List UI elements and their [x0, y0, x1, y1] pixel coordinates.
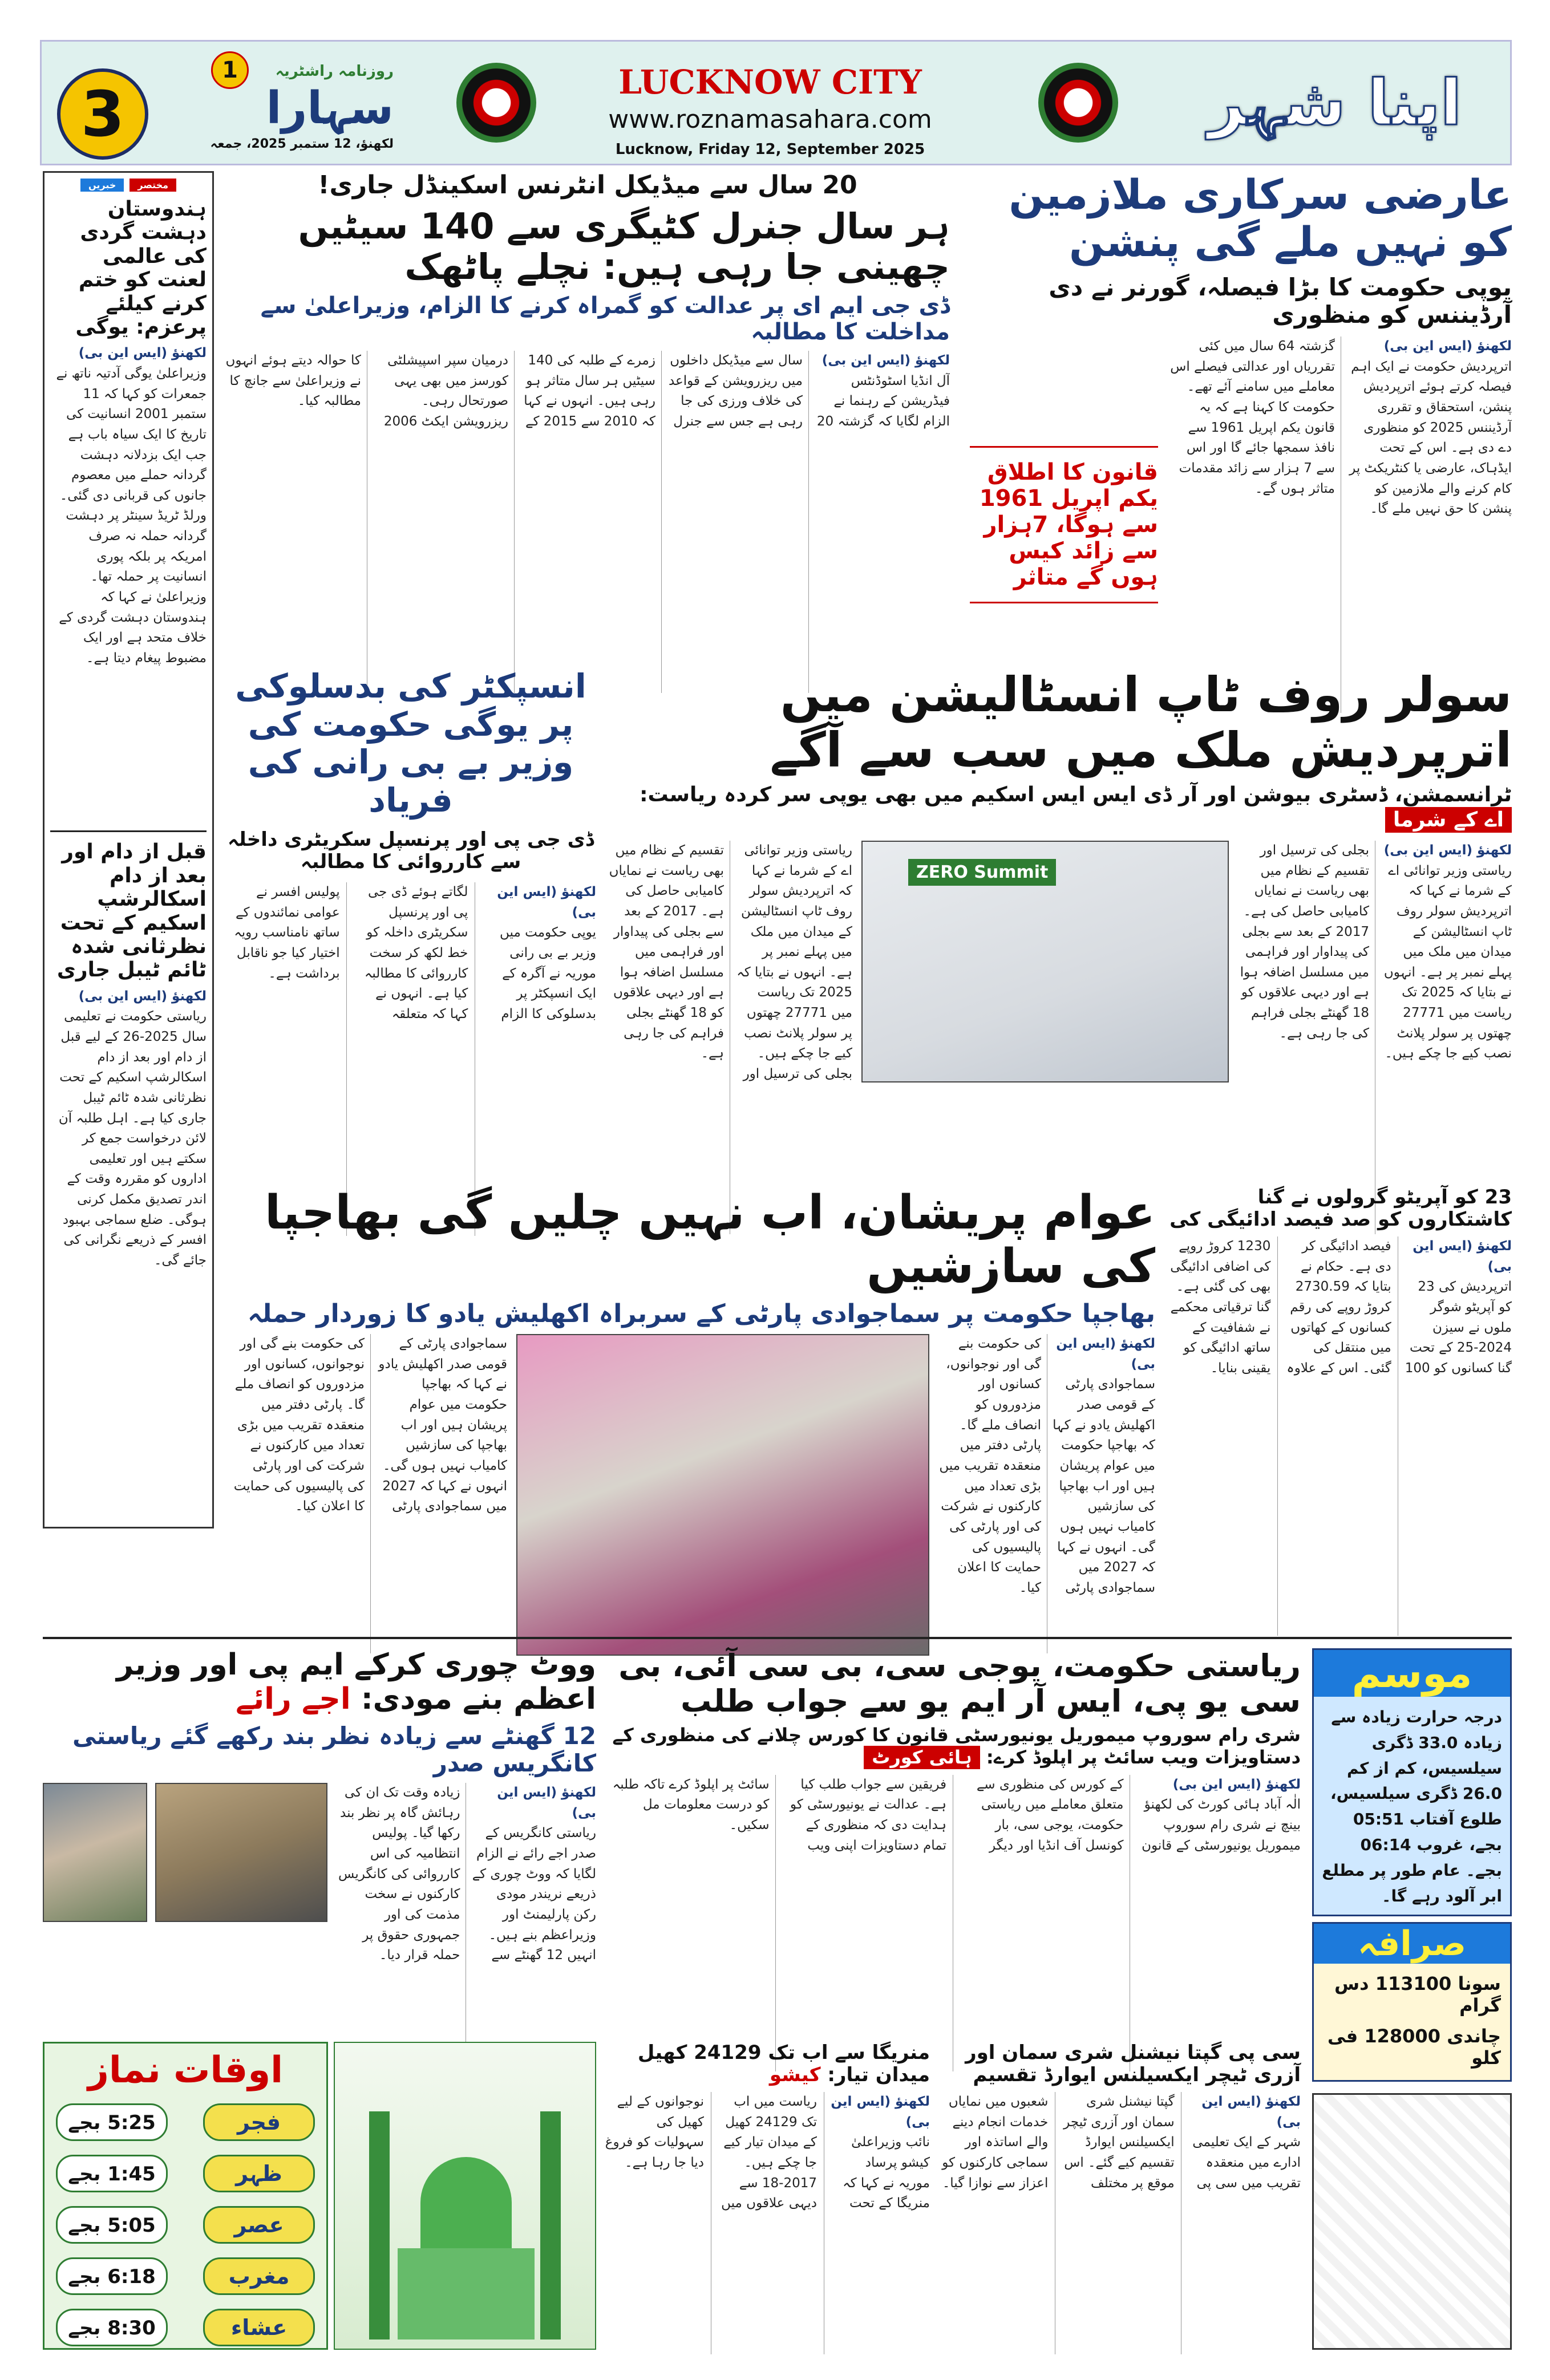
emblem-right-icon — [1038, 63, 1118, 143]
brief-2-byline: لکھنؤ (ایس این بی) — [78, 988, 207, 1004]
prayer-name: فجر — [203, 2103, 315, 2141]
farmers-text: اترپردیش کی 23 کو آپریٹو شوگر ملوں نے سیزن 2024-25 کے تحت گنا کسانوں کو 100 فیصد ادائیگی کر دی ہے۔ حکام نے بتایا کہ 2730.59 کروڑ روپے کی رقم کسانوں کے کھاتوں میں منتقل کی گئی۔ اس کے علاوہ 1230 کروڑ روپے کی اضافی ادائیگی بھی کی گئی ہے۔ گنا ترقیاتی محکمے نے شفافیت کے ساتھ ادائیگی کو یقینی بنایا۔ — [1170, 1239, 1512, 1376]
weather-title: موسم — [1314, 1650, 1510, 1697]
story-manrega — [605, 2042, 930, 2350]
akhilesh-body-left — [233, 1334, 507, 1653]
akhilesh-body-right — [938, 1334, 1155, 1653]
section-title: اپنا شہر — [1208, 66, 1462, 139]
pension-pullquote: قانون کا اطلاق یکم اپریل 1961 سے ہوگا، 7ہزار سے زائد کیس ہوں گے متاثر — [970, 446, 1158, 603]
akhilesh-subhead: بھاجپا حکومت پر سماجوادی پارٹی کے سربراہ اکھلیش یادو کا زوردار حملہ — [247, 1299, 1155, 1328]
highcourt-subhead: شری رام سوروپ میموریل یونیورسٹی قانون کا کورس چلانے کی منظوری کے دستاویزات ویب سائٹ پر اپلوڈ کرے: — [612, 1724, 1301, 1768]
paper-logo — [165, 51, 411, 151]
brief-2-headline: قبل از دام اور بعد از دام اسکالرشپ اسکیم کے تحت نظرثانی شدہ ٹائم ٹیبل جاری — [56, 840, 207, 982]
inspector-subhead: ڈی جی پی اور پرنسپل سکریٹری داخلہ سے کارروائی کا مطالبہ — [228, 828, 594, 873]
brief-2-body — [50, 987, 207, 1546]
masthead-center — [570, 63, 970, 158]
solar-byline: لکھنؤ (ایس این بی) — [1383, 842, 1512, 858]
bullion-box — [1312, 1922, 1512, 2082]
weather-text: درجہ حرارت زیادہ سے زیادہ 33.0 ڈگری سیلسیس، کم از کم 26.0 ڈگری سیلسیس، طلوع آفتاب 05:51 بجے، غروب 06:14 بجے۔ عام طور پر مطلع ابر آلود رہے گا۔ — [1322, 1708, 1502, 1905]
medical-byline: لکھنؤ (ایس این بی) — [821, 353, 950, 368]
akhilesh-text: سماجوادی پارٹی کے قومی صدر اکھلیش یادو نے کہا کہ بھاجپا حکومت میں عوام پریشان ہیں اور اب بھاجپا کی سازشیں کامیاب نہیں ہوں گی۔ انہوں نے کہا کہ 2027 میں سماجوادی پارٹی کی حکومت بنے گی اور نوجوانوں، کسانوں اور مزدوروں کو انصاف ملے گا۔ پارٹی دفتر میں منعقدہ تقریب میں بڑی تعداد میں کارکنوں نے شرکت کی اور پارٹی کی پالیسیوں کی حمایت کا اعلان کیا۔ — [939, 1336, 1155, 1595]
website-link[interactable]: www.roznamasahara.com — [608, 105, 932, 134]
solar-photo — [861, 841, 1229, 1082]
solar-body-right — [1238, 841, 1512, 1234]
prayer-name: عشاء — [203, 2309, 315, 2346]
divider — [50, 830, 207, 832]
minaret-right-icon — [540, 2111, 561, 2340]
vote-photo-police — [155, 1783, 327, 1922]
solar-text: ریاستی وزیر توانائی اے کے شرما نے کہا کہ اترپردیش سولر روف ٹاپ انسٹالیشن کے میدان میں ملک میں پہلے نمبر پر ہے۔ انہوں نے بتایا کہ 2025 تک ریاست میں 27771 چھتوں پر سولر پلانٹ نصب کیے جا چکے ہیں۔ بجلی کی ترسیل اور تقسیم کے نظام میں بھی ریاست نے نمایاں کامیابی حاصل کی ہے۔ 2017 کے بعد سے بجلی کی پیداوار اور فراہمی میں مسلسل اضافہ ہوا ہے اور دیہی علاقوں کو 18 گھنٹے بجلی فراہم کی جا رہی ہے۔ — [1240, 842, 1512, 1061]
manrega-byline: لکھنؤ (ایس این بی) — [831, 2094, 930, 2130]
solar-author-tag: اے کے شرما — [1385, 807, 1512, 833]
mosque-illustration — [334, 2042, 596, 2350]
story-akhilesh — [225, 1186, 1155, 1631]
awards-headline: سی پی گپتا نیشنل شری سمان اور آزری ٹیچر ایکسیلنس ایوارڈ تقسیم — [965, 2041, 1301, 2087]
prayer-name: ظہر — [203, 2155, 315, 2192]
highcourt-byline: لکھنؤ (ایس این بی) — [1172, 1777, 1301, 1792]
prayer-time: 6:18 بجے — [56, 2257, 168, 2295]
farmers-headline: 23 کو آپریٹو گرولوں نے گنا کاشتکاروں کو صد فیصد ادائیگی کی — [1169, 1186, 1512, 1231]
vote-headline: ووٹ چوری کرکے ایم پی اور وزیر اعظم بنے مودی: — [116, 1648, 596, 1716]
story-highcourt — [605, 1648, 1301, 2036]
highcourt-text: الٰہ آباد ہائی کورٹ کی لکھنؤ بینچ نے شری رام سوروپ میموریل یونیورسٹی کے قانون کے کورس کی منظوری سے متعلق معاملے میں ریاستی حکومت، یوجی سی، بار کونسل آف انڈیا اور دیگر فریقین سے جواب طلب کیا ہے۔ عدالت نے یونیورسٹی کو ہدایت دی کہ منظوری کے تمام دستاویزات اپنی ویب سائٹ پر اپلوڈ کرے تاکہ طلبہ کو درست معلومات مل سکیں۔ — [612, 1777, 1301, 1853]
pension-subhead: یوپی حکومت کا بڑا فیصلہ، گورنر نے دی آرڈیننس کو منظوری — [1049, 273, 1512, 329]
akhilesh-photo — [516, 1334, 929, 1656]
farmers-byline: لکھنؤ (ایس این بی) — [1413, 1239, 1512, 1274]
manrega-tag: کیشو — [769, 2063, 821, 2087]
medical-body — [225, 351, 950, 693]
awards-text: شہر کے ایک تعلیمی ادارے میں منعقدہ تقریب میں سی پی گپتا نیشنل شری سمان اور آزری ٹیچر ایکسیلنس ایوارڈ تقسیم کیے گئے۔ اس موقع پر مختلف شعبوں میں نمایاں خدمات انجام دینے والے اساتذہ اور سماجی کارکنوں کو اعزاز سے نوازا گیا۔ — [942, 2094, 1301, 2191]
story-awards — [936, 2042, 1301, 2350]
prayer-time: 5:25 بجے — [56, 2103, 168, 2141]
bullion-silver: چاندی 128000 فی کلو — [1327, 2025, 1501, 2069]
story-vote — [43, 1648, 596, 2036]
vote-byline: لکھنؤ (ایس این بی) — [497, 1785, 596, 1821]
prayer-row — [56, 2204, 315, 2245]
manrega-headline: منریگا سے اب تک 24129 کھیل میدان تیار: — [637, 2041, 930, 2087]
inspector-byline: لکھنؤ (ایس این بی) — [497, 884, 596, 920]
vote-body — [335, 1783, 596, 2068]
weather-box — [1312, 1648, 1512, 1916]
prayer-name: عصر — [203, 2206, 315, 2244]
bullion-title: صرافہ — [1314, 1924, 1510, 1964]
pension-byline: لکھنؤ (ایس این بی) — [1383, 339, 1512, 354]
vote-photo-portrait — [43, 1783, 147, 1922]
brief-label-1: مختصر — [129, 179, 176, 192]
medical-kicker: 20 سال سے میڈیکل انٹرنس اسکینڈل جاری! — [318, 171, 857, 200]
vote-text: ریاستی کانگریس کے صدر اجے رائے نے الزام لگایا کہ ووٹ چوری کے ذریعے نریندر مودی رکن پارلیمنٹ اور وزیراعظم بنے ہیں۔ انہیں 12 گھنٹے سے زیادہ وقت تک ان کی رہائش گاہ پر نظر بند رکھا گیا۔ پولیس انتظامیہ کی اس کارروائی کی کانگریس کارکنوں نے سخت مذمت کی اور جمہوری حقوق پر حملہ قرار دیا۔ — [338, 1785, 596, 1963]
akhilesh-text-continued: سماجوادی پارٹی کے قومی صدر اکھلیش یادو نے کہا کہ بھاجپا حکومت میں عوام پریشان ہیں اور اب بھاجپا کی سازشیں کامیاب نہیں ہوں گی۔ انہوں نے کہا کہ 2027 میں سماجوادی پارٹی کی حکومت بنے گی اور نوجوانوں، کسانوں اور مزدوروں کو انصاف ملے گا۔ پارٹی دفتر میں منعقدہ تقریب میں بڑی تعداد میں کارکنوں نے شرکت کی اور پارٹی کی پالیسیوں کی حمایت کا اعلان کیا۔ — [233, 1336, 507, 1514]
emblem-left-icon — [456, 63, 536, 143]
inspector-body — [225, 882, 596, 1236]
bullion-gold: سونا 113100 دس گرام — [1334, 1973, 1501, 2016]
highcourt-body — [605, 1775, 1301, 2071]
paper-name-small: روزنامہ راشٹریہ — [275, 63, 394, 80]
vote-tag: اجے رائے — [236, 1681, 351, 1716]
mosque-dome-icon — [420, 2157, 512, 2248]
section-divider — [43, 1637, 1512, 1639]
story-solar — [605, 667, 1512, 1181]
logo-number: 1 — [211, 51, 249, 89]
solar-body-left — [607, 841, 852, 1234]
mosque-base-icon — [398, 2248, 535, 2340]
prayer-time: 5:05 بجے — [56, 2206, 168, 2244]
brief-2-text: ریاستی حکومت نے تعلیمی سال 2025-26 کے لیے قبل از دام اور بعد از دام اسکالرشپ اسکیم کے تحت نظرثانی شدہ ٹائم ٹیبل جاری کیا ہے۔ اہل طلبہ آن لائن درخواست جمع کر سکتے ہیں اور تعلیمی اداروں کو مقررہ وقت کے اندر تصدیق مکمل کرنی ہوگی۔ ضلع سماجی بہبود افسر کے ذریعے نگرانی کی جائے گی۔ — [58, 1009, 207, 1268]
solar-text-continued: ریاستی وزیر توانائی اے کے شرما نے کہا کہ اترپردیش سولر روف ٹاپ انسٹالیشن کے میدان میں ملک میں پہلے نمبر پر ہے۔ انہوں نے بتایا کہ 2025 تک ریاست میں 27771 چھتوں پر سولر پلانٹ نصب کیے جا چکے ہیں۔ بجلی کی ترسیل اور تقسیم کے نظام میں بھی ریاست نے نمایاں کامیابی حاصل کی ہے۔ 2017 کے بعد سے بجلی کی پیداوار اور فراہمی میں مسلسل اضافہ ہوا ہے اور دیہی علاقوں کو 18 گھنٹے بجلی فراہم کی جا رہی ہے۔ — [609, 842, 852, 1082]
prayer-times-box — [43, 2042, 328, 2350]
minaret-left-icon — [369, 2111, 390, 2340]
brief-news-label — [50, 179, 207, 192]
awards-byline: لکھنؤ (ایس این بی) — [1201, 2094, 1301, 2130]
story-pension — [958, 171, 1512, 662]
solar-photo-banner: ZERO Summit — [908, 859, 1056, 886]
solar-headline: سولر روف ٹاپ انسٹالیشن میں اترپردیش ملک میں سب سے آگے — [770, 667, 1512, 778]
prayer-row — [56, 2256, 315, 2297]
pension-body — [1169, 336, 1512, 713]
prayer-name: مغرب — [203, 2257, 315, 2295]
vote-subhead: 12 گھنٹے سے زیادہ نظر بند رکھے گئے ریاستی کانگریس صدر — [72, 1721, 596, 1777]
dateline: Lucknow, Friday 12, September 2025 — [615, 141, 925, 158]
edition-date: لکھنؤ، 12 ستمبر 2025، جمعہ — [210, 137, 394, 151]
akhilesh-headline: عوام پریشان، اب نہیں چلیں گی بھاجپا کی سازشیں — [264, 1186, 1155, 1294]
pension-headline: عارضی سرکاری ملازمین کو نہیں ملے گی پنشن — [1009, 171, 1512, 266]
brief-1-byline: لکھنؤ (ایس این بی) — [78, 346, 207, 361]
prayer-time: 8:30 بجے — [56, 2309, 168, 2346]
brief-label-2: خبریں — [80, 179, 124, 192]
story-medical — [225, 171, 950, 662]
awards-body — [936, 2092, 1301, 2354]
page-number: 3 — [57, 68, 148, 160]
brief-1-headline: ہندوستان دہشت گردی کی عالمی لعنت کو ختم کرنے کیلئے پرعزم: یوگی — [75, 197, 207, 339]
farmers-body — [1164, 1236, 1512, 1636]
story-farmers — [1164, 1186, 1512, 1631]
prayer-row — [56, 2153, 315, 2194]
brief-1-body — [50, 343, 207, 822]
city-title: LUCKNOW CITY — [618, 63, 922, 102]
highcourt-headline: ریاستی حکومت، یوجی سی، بی سی آئی، بی سی یو پی، ایس آر ایم یو سے جواب طلب — [618, 1648, 1301, 1720]
cartoon-image — [1312, 2093, 1512, 2350]
medical-text: آل انڈیا اسٹوڈنٹس فیڈریشن کے رہنما نے الزام لگایا کہ گزشتہ 20 سال سے میڈیکل داخلوں میں ریزرویشن کے قواعد کی خلاف ورزی کی جا رہی ہے جس سے جنرل زمرے کے طلبہ کی 140 سیٹیں ہر سال متاثر ہو رہی ہیں۔ انہوں نے کہا کہ 2010 سے 2015 کے درمیان سپر اسپیشلٹی کورسز میں بھی یہی صورتحال رہی۔ ریزرویشن ایکٹ 2006 کا حوالہ دیتے ہوئے انہوں نے وزیراعلیٰ سے جانچ کا مطالبہ کیا۔ — [225, 353, 950, 429]
brief-1-text: وزیراعلیٰ یوگی آدتیہ ناتھ نے جمعرات کو کہا کہ 11 ستمبر 2001 انسانیت کی تاریخ کا ایک سیاہ باب ہے جب ایک بزدلانہ دہشت گردانہ حملے میں معصوم جانوں کی قربانی دی گئی۔ ورلڈ ٹریڈ سینٹر پر دہشت گردانہ حملہ نہ صرف امریکہ پر بلکہ پوری انسانیت پر حملہ تھا۔ وزیراعلیٰ نے کہا کہ ہندوستان دہشت گردی کے خلاف متحد ہے اور ایک مضبوط پیغام دیتا ہے۔ — [56, 366, 207, 666]
prayer-title: اوقات نماز — [87, 2049, 284, 2091]
prayer-row — [56, 2102, 315, 2143]
manrega-text: نائب وزیراعلیٰ کیشو پرساد موریہ نے کہا کہ منریگا کے تحت ریاست میں اب تک 24129 کھیل کے میدان تیار کیے جا چکے ہیں۔ 2017-18 سے دیہی علاقوں میں نوجوانوں کے لیے کھیل کی سہولیات کو فروغ دیا جا رہا ہے۔ — [605, 2094, 930, 2211]
solar-subhead: ٹرانسمشن، ڈسٹری بیوشن اور آر ڈی ایس ایس اسکیم میں بھی یوپی سر کردہ ریاست: — [640, 783, 1512, 807]
inspector-headline: انسپکٹر کی بدسلوکی پر یوگی حکومت کی وزیر بے بی رانی کی فریاد — [235, 667, 586, 820]
manrega-body — [605, 2092, 930, 2354]
inspector-text: یوپی حکومت میں وزیر بے بی رانی موریہ نے آگرہ کے ایک انسپکٹر پر بدسلوکی کا الزام لگاتے ہوئے ڈی جی پی اور پرنسپل سکریٹری داخلہ کو خط لکھ کر سخت کارروائی کا مطالبہ کیا ہے۔ انہوں نے کہا کہ متعلقہ پولیس افسر نے عوامی نمائندوں کے ساتھ نامناسب رویہ اختیار کیا جو ناقابل برداشت ہے۔ — [234, 884, 596, 1021]
prayer-row — [56, 2307, 315, 2348]
highcourt-tag: ہائی کورٹ — [864, 1746, 980, 1769]
prayer-time: 1:45 بجے — [56, 2155, 168, 2192]
medical-subhead: ڈی جی ایم ای پر عدالت کو گمراہ کرنے کا الزام، وزیراعلیٰ سے مداخلت کا مطالبہ — [260, 293, 950, 346]
paper-name-big: سہارا — [266, 83, 394, 134]
brief-news-column — [43, 171, 214, 1528]
medical-headline: ہر سال جنرل کٹیگری سے 140 سیٹیں چھینی جا رہی ہیں: نچلے پاٹھک — [298, 205, 950, 287]
pension-text: اترپردیش حکومت نے ایک اہم فیصلہ کرتے ہوئے اترپردیش پنشن، استحقاق و تقرری آرڈیننس 2025 کو منظوری دے دی ہے۔ اس کے تحت ایڈہاک، عارضی یا کنٹریکٹ پر کام کرنے والے ملازمین کو پنشن کا حق نہیں ملے گا۔ گزشتہ 64 سال میں کئی تقرریاں اور عدالتی فیصلے اس معاملے میں سامنے آئے تھے۔ حکومت کا کہنا ہے کہ یہ قانون یکم اپریل 1961 سے نافذ سمجھا جائے گا اور اس سے 7 ہزار سے زائد مقدمات متاثر ہوں گے۔ — [1170, 339, 1512, 517]
akhilesh-byline: لکھنؤ (ایس این بی) — [1056, 1336, 1155, 1372]
story-inspector — [225, 667, 596, 1181]
